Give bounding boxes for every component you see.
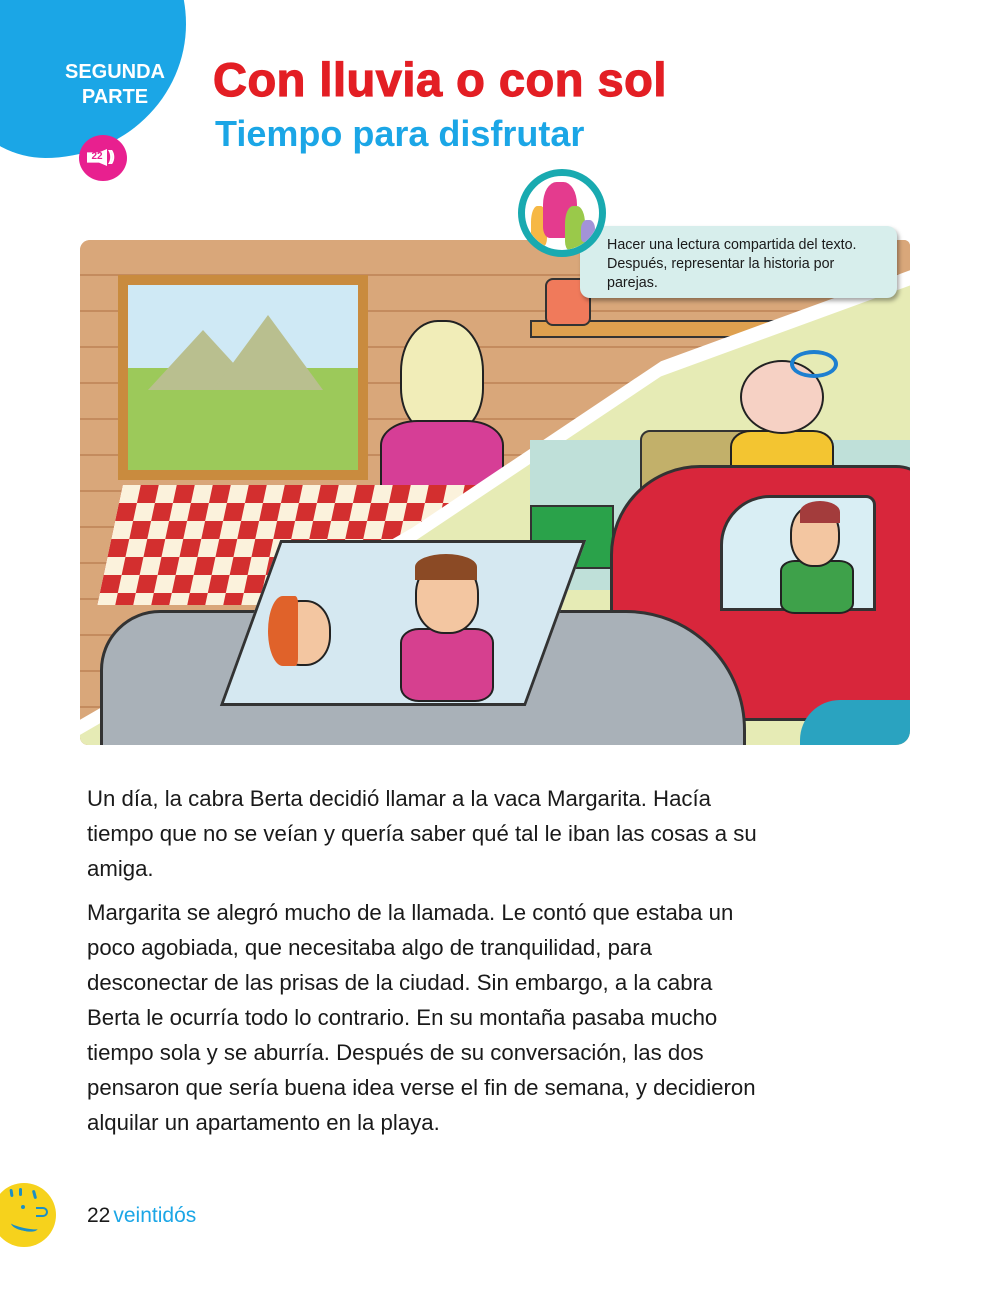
- story-illustration: [80, 240, 910, 745]
- section-label: [50, 60, 180, 110]
- smiley-eye: [21, 1205, 25, 1209]
- audio-track-number: 22: [91, 151, 103, 162]
- driver-body: [780, 560, 854, 614]
- goat-head: [400, 320, 484, 434]
- glasses-icon: [790, 350, 838, 378]
- driver-hair: [800, 501, 840, 523]
- red-car-driver: [790, 505, 850, 605]
- hands-icon: [518, 169, 606, 257]
- story-paragraph-2: Margarita se alegró mucho de la llamada. Le contó que estaba un poco agobiada, que necesitaba algo de tranquilidad, para desconectar de las prisas de la ciudad. Sin embargo, a la cabra Berta le ocurría todo lo contrario. En su montaña pasaba mucho tiempo sola y se aburría. Después de su conversación, las dos pensaron que sería buena idea verse el fin de semana, y decidieron alquilar un apartamento en la playa.: [87, 900, 756, 1135]
- smiley-brow: [19, 1188, 22, 1196]
- mountain-icon: [213, 315, 323, 390]
- passenger-hair: [268, 596, 298, 666]
- teacher-note: Hacer una lectura compartida del texto. Después, representar la historia por parejas.: [580, 226, 897, 298]
- smiley-brow: [32, 1190, 37, 1199]
- teal-car: [800, 700, 910, 745]
- smiley-icon: [0, 1183, 56, 1247]
- smiley-mouth: [10, 1218, 38, 1233]
- story-paragraph-1: Un día, la cabra Berta decidió llamar a la vaca Margarita. Hacía tiempo que no se veían y quería saber qué tal le iban las cosas a su amiga.: [87, 786, 757, 881]
- page-number: [87, 1204, 196, 1228]
- cabin-window: [118, 275, 368, 480]
- page-title: Con lluvia o con sol: [213, 53, 667, 106]
- page-number-word: veintidós: [113, 1204, 197, 1227]
- section-label-line1: SEGUNDA: [64, 61, 165, 83]
- section-label-line2: PARTE: [81, 86, 149, 108]
- page-number-digits: 22: [87, 1204, 111, 1227]
- hand-purple: [581, 220, 595, 242]
- sound-waves-icon: )): [108, 148, 112, 165]
- story-text: [87, 781, 767, 1140]
- smiley-nose: [36, 1207, 48, 1217]
- grey-car-passenger: [270, 600, 340, 700]
- driver-body: [400, 628, 494, 702]
- audio-track-button[interactable]: [79, 135, 127, 181]
- page-subtitle: Tiempo para disfrutar: [215, 113, 585, 154]
- smiley-brow: [9, 1189, 13, 1197]
- grey-car-driver: [410, 560, 490, 670]
- driver-hair: [415, 554, 477, 580]
